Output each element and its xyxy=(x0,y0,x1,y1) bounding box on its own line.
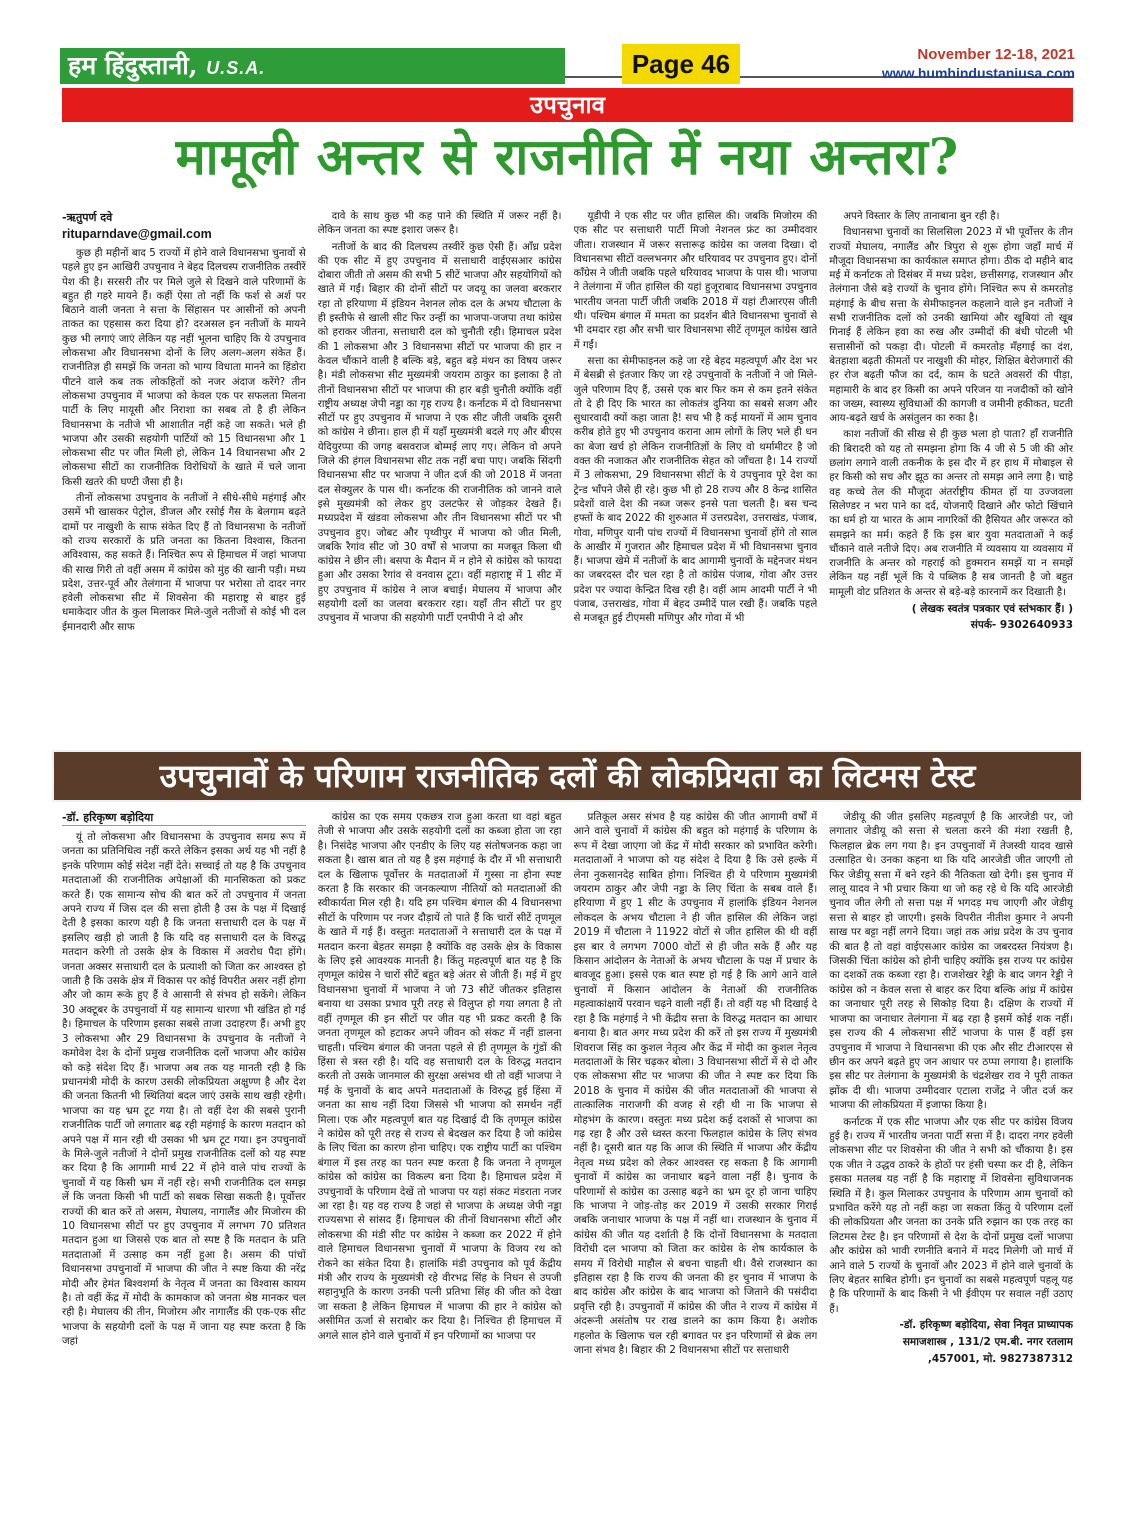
article2-headline: उपचुनावों के परिणाम राजनीतिक दलों की लोकप्रियता का लिटमस टेस्ट xyxy=(159,757,976,795)
article2-author: -डॉ. हरिकृष्ण बड़ोदिया xyxy=(62,810,306,826)
paragraph: काश नतीजों की सीख से ही कुछ भला हो पाता? हाँ राजनीति की बिरादरी को यह तो समझना होगा कि 4 जी से 5 जी की ओर छलांग लगाने वाली तकनीक के इस दौर में हर हाथ में मोबाइल से हर किसी को सच और झूठ का अन्तर तो समझ आने लगा है। चाहे वह कच्चे तेल की मौजूदा अंतर्राष्ट्रीय कीमत हों या उज्जवला सिलेण्डर न भरा पाने का दर्द, योजनाएँ दिखाने और फोटो खिंचाने का धर्म हो या भारत के आम नागरिकों की हैसियत और जरूरत को समझने का मर्म। कहते हैं कि इस बार युवा मतदाताओं ने कई चौंकाने वाले नतीजे दिए। अब राजनीति में व्यवसाय या व्यवसाय में राजनीति के अन्तर को गहराई को हुक्मरान समझें या न समझें लेकिन यह नहीं भूलें कि ये पब्लिक है सब जानती है जो बहुत मामूली वोट प्रतिशत के अन्तर से बड़े-बड़े कारनामें कर दिखाती है। xyxy=(829,429,1073,598)
paragraph: सत्ता का सेमीफाइनल कहे जा रहे बेहद महत्वपूर्ण और देश भर में बेसब्री से इंतजार किए जा रहे उपचुनावों के नतीजों ने जो मिले-जुले परिणाम दिए हैं, उससे एक बार फिर कम से कम इतने संकेत तो दे ही दिए कि भारत का लोकतंत्र दुनिया का सबसे सजग और सुधारवादी क्यों कहा जाता है! सच भी है कई मायनों में आम चुनाव करीब होते हुए भी उपचुनाव कराना आम लोगों के लिए भले ही धन का बेजा खर्च हो लेकिन राजनीतिज्ञों के लिए वो थर्मामीटर है जो वक्त की नजाकत और राजनीतिक सेहत को जाँचता है। 14 राज्यों में 3 लोकसभा, 29 विधानसभा सीटों के ये उपचुनाव पूरे देश का ट्रेन्ड भाँपने जैसे ही रहे। कुछ भी हो 28 राज्य और 8 केन्द्र शासित प्रदेशों वाले देश की नब्ज जरूर इनसे पता चलती है। बस चन्द हफ्तों के बाद 2022 की शुरुआत में उत्तरप्रदेश, उत्तराखंड, पंजाब, गोवा, मणिपुर यानी पांच राज्यों में विधानसभा चुनावों होंगे तो साल के आखीर में गुजरात और हिमाचल प्रदेश में भी विधानसभा चुनाव हैं। भाजपा खेमे में नतीजों के बाद आगामी चुनावों के मद्देनजर मंथन का जबरदस्त दौर चल रहा है तो कांग्रेस पंजाब, गोवा और उत्तर प्रदेश पर ज्यादा केन्द्रित दिख रही है। वहीं आम आदमी पार्टी ने भी पंजाब, उत्तराखंड, गोवा में बेहद उम्मीदें पाल रखी हैं। जबकि पहले से मजबूत हुई टीएमसी मणिपुर और गोवा में भी xyxy=(573,355,818,625)
paragraph: यूं तो लोकसभा और विधानसभा के उपचुनाव समग्र रूप में जनता का प्रतिनिधित्व नहीं करते लेकिन इसका अर्थ यह भी नहीं है इनके परिणाम कोई संदेश नहीं देते। सच्चाई तो यह है कि उपचुनाव मतदाताओं की राजनीतिक अपेक्षाओं की मानसिकता को प्रकट करते हैं। एक सामान्य सोच की बात करें तो उपचुनाव में जनता अपने राज्य में जिस दल की सत्ता होती है उस के पक्ष में दिखाई देती है इसका कारण यही है कि जनता सत्ताधारी दल के पक्ष में इसलिए खड़ी हो जाती है कि यदि वह सत्ताधारी दल के विरुद्ध मतदान करेगी तो उसके क्षेत्र के विकास में अवरोध पैदा होंगे। जनता अक्सर सत्ताधारी दल के प्रत्याशी को जिता कर आश्वस्त हो जाती है कि उसके क्षेत्र में विकास पर कोई विपरीत असर नहीं होगा और जो काम रूके हुए हैं वे आसानी से संभव हो सकेंगे। लेकिन 30 अक्टूबर के उपचुनावों में यह सामान्य धारणा भी खंडित हो गई है। हिमाचल के परिणाम इसका सबसे ताजा उदाहरण हैं। अभी हुए 3 लोकसभा और 29 विधानसभा के उपचुनाव के नतीजों ने कमोवेश देश के दोनों प्रमुख राजनीतिक दलों भाजपा और कांग्रेस को कड़े संदेश दिए हैं। भाजपा अब तक यह मानती रही है कि प्रधानमंत्री मोदी के कारण उसकी लोकप्रियता अक्षुण्ण है और देश की जनता कितनी भी स्थितियां बदल जाएं उसके साथ खड़ी रहेगी। भाजपा का यह भ्रम टूट गया है। तो वहीं देश की सबसे पुरानी राजनीतिक पार्टी जो लगातार बढ़ रही महंगाई के कारण मतदान को अपने पक्ष में मान रही थी उसका भी भ्रम टूट गया। इन उपचुनावों के मिले-जुले नतीजों ने दोनों प्रमुख राजनीतिक दलों को यह स्पष्ट कर दिया है कि आगामी मार्च 22 में होने वाले पांच राज्यों के चुनावों में यह किसी भ्रम में नहीं रहे। सभी राजनीतिक दल समझ लें कि जनता किसी भी पार्टी को सबक सिखा सकती है। पूर्वोत्तर राज्यों की बात करें तो असम, मेघालय, नागालैंड और मिजोरम की 10 विधानसभा सीटों पर हुए उपचुनाव में लगभग 70 प्रतिशत मतदान हुआ था जिससे एक बात तो स्पष्ट है कि मतदान के प्रति मतदाताओं में उत्साह कम नहीं हुआ है। असम की पांचों विधानसभा उपचुनावों में भाजपा की जीत ने स्पष्ट किया की नरेंद्र मोदी और हेमंत बिश्वशर्मा के नेतृत्व में जनता का विश्वास कायम है। तो वहीं केंद्र में मोदी के कामकाज को जनता श्रेष्ठ मानकर चल रही है। मेघालय की तीन, मिजोरम और नागालैंड की एक-एक सीट भाजपा के सहयोगी दलों के पक्ष में जाना यह स्पष्ट करता है कि जहां xyxy=(62,831,306,1348)
article2-signature-line: -डॉ. हरिकृष्ण बड़ोदिया, सेवा निवृत प्राध्यापक xyxy=(899,1319,1073,1332)
paragraph: प्रतिकूल असर संभव है यह कांग्रेस की जीत आगामी वर्षों में आने वाले चुनावों में कांग्रेस की बहुत को महंगाई के परिणाम के रूप में देखा जाएगा जो केंद्र में मोदी सरकार को प्रभावित करेगी। मतदाताओं ने भाजपा को यह संदेश दे दिया है कि उसे हल्के में लेना नुकसानदेह साबित होगा। निश्चित ही ये परिणाम मुख्यमंत्री जयराम ठाकुर और जेपी नड्डा के लिए चिंता के सबब वाले हैं। हरियाणा में हुए 1 सीट के उपचुनाव में हालांकि इंडियन नेशनल लोकदल के अभय चौटाला ने ही जीत हासिल की लेकिन जहां 2019 में चौटाला ने 11922 वोटों से जीत हासिल की थी वहीं इस बार वे लगभग 7000 वोटों से ही जीत सके हैं और यह किसान आंदोलन के नेताओं के अभय चौटाला के पक्ष में प्रचार के बावजूद हुआ। इससे एक बात स्पष्ट हो गई है कि आगे आने वाले चुनावों में किसान आंदोलन के नेताओं की राजनीतिक महत्वाकांक्षायें परवान चढ़ने वाली नहीं हैं। तो वहीं यह भी दिखाई दे रहा है कि महंगाई ने भी केंद्रीय सत्ता के विरुद्ध मतदान का आधार बनाया है। बात अगर मध्य प्रदेश की करें तो इस राज्य में मुख्यमंत्री शिवराज सिंह का कुशल नेतृत्व और केंद्र में मोदी का कुशल नेतृत्व मतदाताओं के सिर चढ़कर बोला। 3 विधानसभा सीटों में से दो और एक लोकसभा सीट पर भाजपा की जीत ने स्पष्ट कर दिया कि 2018 के चुनाव में कांग्रेस की जीत मतदाताओं की भाजपा से तात्कालिक नाराजगी की वजह से रही थी ना कि भाजपा से मोहभंग के कारण। वस्तुतः मध्य प्रदेश कई दशकों से भाजपा का गढ़ रहा है और उसे ध्वस्त करना फिलहाल कांग्रेस के लिए संभव नहीं है। दूसरी बात यह कि आज की स्थिति में भाजपा और केंद्रीय नेतृत्व मध्य प्रदेश को लेकर आश्वस्त रह सकता है कि आगामी चुनावों में कांग्रेस का जनाधार बढ़ने वाला नहीं है। चुनाव के परिणामों से कांग्रेस का उत्साह बढ़ने का भ्रम दूर हो जाना चाहिए कि भाजपा ने जोड़-तोड़ कर 2019 में उसकी सरकार गिराई जबकि जनाधार भाजपा के पक्ष में नहीं था। राजस्थान के चुनाव में कांग्रेस की जीत यह दर्शाती है कि दोनों विधानसभा के मतदाता विरोधी दल भाजपा को जिता कर कांग्रेस के शेष कार्यकाल के समय में विरोधी माहौल से बचना चाहती थी। वैसे राजस्थान का इतिहास रहा है कि राज्य की जनता की हर चुनाव में भाजपा के बाद कांग्रेस और कांग्रेस के बाद भाजपा को जिताने की पसंदीदा प्रवृत्ति रही है। उपचुनावों में कांग्रेस की जीत ने राज्य में कांग्रेस में अंदरूनी असंतोष पर राख डालने का काम किया है। अशोक गहलोत के खिलाफ चल रही बगावत पर इन परिणामों से ब्रेक लग जाना संभव है। बिहार की 2 विधानसभा सीटों पर सत्ताधारी xyxy=(573,811,818,1357)
paragraph: विधानसभा चुनावों का सिलसिला 2023 में भी पूर्वोत्तर के तीन राज्यों मेघालय, नगालैंड और त्रिपुरा से शुरू होगा जहाँ मार्च में मौजूदा विधानसभा का कार्यकाल समाप्त होगा। ठीक दो महीने बाद मई में कर्नाटक तो दिसंबर में मध्य प्रदेश, छत्तीसगढ़, राजस्थान और तेलंगाना जैसे बड़े राज्यों के चुनाव होंगे। निश्चित रूप से कमरतोड़ महंगाई के बीच सत्ता के सेमीफाइनल कहलाने वाले इन नतीजों ने सभी राजनीतिक दलों को उनकी खामियां और खूबियां तो खूब गिनाई हैं लेकिन हवा का रुख और उम्मीदों की बंधी पोटली भी सत्तासीनों को पकड़ा दी। पोटली में कमरतोड़ मँहगाई का दंश, बेतहाशा बढ़ती कीमतों पर नाखुशी की मोहर, शिक्षित बेरोजगारों की हर रोज बढ़ती फौज का दर्द, काम के घटते अवसरों की पीड़ा, महामारी के बाद हर किसी का अपने परिजन या नजदीकों को खोने का जख्म, स्वास्थ्य सुविधाओं की कागजी व जमीनी हकीकत, घटती आय-बढ़ते खर्च के असंतुलन का रुका है। xyxy=(829,227,1073,425)
article2-column xyxy=(574,810,818,1450)
article1-column xyxy=(574,210,818,744)
paragraph: कांग्रेस का एक समय एकछत्र राज हुआ करता था वहां बहुत तेजी से भाजपा और उसके सहयोगी दलों का कब्जा होता जा रहा है। निसंदेह भाजपा और एनडीए के लिए यह संतोषजनक कहा जा सकता है। खास बात तो यह है इस महंगाई के दौर में भी सत्ताधारी दल के खिलाफ पूर्वोत्तर के मतदाताओं में गुस्सा ना होना स्पष्ट करता है कि सरकार की जनकल्याण नीतियों को मतदाताओं की स्वीकार्यता मिल रही है। यदि हम पश्चिम बंगाल की 4 विधानसभा सीटों के परिणाम पर नजर दौड़ायें तो पाते हैं कि चारों सीटें तृणमूल के खाते में गई हैं। वस्तुतः मतदाताओं ने सत्ताधारी दल के पक्ष में मतदान करना बेहतर समझा है क्योंकि वह उसके क्षेत्र के विकास के लिए इसे आवश्यक मानती है। किंतु महत्वपूर्ण बात यह है कि तृणमूल कांग्रेस ने चारों सीटें बहुत बड़े अंतर से जीती हैं। मई में हुए विधानसभा चुनावों में भाजपा ने जो 73 सीटें जीतकर इतिहास बनाया था उसका प्रभाव पूरी तरह से विलुप्त हो गया लगता है तो वहीं तृणमूल की इन सीटों पर जीत यह भी प्रकट करती है कि जनता तृणमूल को हटाकर अपने जीवन को संकट में नहीं डालना चाहती। पश्चिम बंगाल की जनता पहले से ही तृणमूल के गुंडों की हिंसा से त्रस्त रही है। यदि वह सत्ताधारी दल के विरुद्ध मतदान करती तो उसके जानमाल की सुरक्षा असंभव थी तो वहीं भाजपा ने मई के चुनावों के बाद अपने मतदाताओं के विरुद्ध हुई हिंसा में जनता का साथ नहीं दिया जिससे भी भाजपा को समर्थन नहीं मिला। एक और महत्वपूर्ण बात यह दिखाई दी कि तृणमूल कांग्रेस ने कांग्रेस को पूरी तरह से राज्य से बेदखल कर दिया है जो कांग्रेस के लिए चिंता का कारण होना चाहिए। एक राष्ट्रीय पार्टी का पश्चिम बंगाल में इस तरह का पतन स्पष्ट करता है कि जनता ने तृणमूल कांग्रेस को कांग्रेस का विकल्प बना दिया है। हिमाचल प्रदेश में उपचुनावों के परिणाम देखें तो भाजपा पर यहां संकट मंडराता नजर आ रहा है। यह वह राज्य है जहां से भाजपा के अध्यक्ष जेपी नड्डा राज्यसभा से सांसद हैं। हिमाचल की तीनों विधानसभा सीटों और लोकसभा की मंडी सीट पर कांग्रेस ने कब्जा कर 2022 में होने वाले हिमाचल विधानसभा चुनावों में भाजपा के विजय रथ को रोकने का संकेत दिया है। हालांकि मंडी उपचुनाव को पूर्व केंद्रीय मंत्री और राज्य के मुख्यमंत्री रहे वीरभद्र सिंह के निधन से उपजी सहानुभूति के कारण उनकी पत्नी प्रतिभा सिंह की जीत को देखा जा सकता है लेकिन हिमाचल में भाजपा की हार ने कांग्रेस को असीमित ऊर्जा से सराबोर कर दिया है। निश्चित ही हिमाचल में अगले साल होने वाले चुनावों में इन परिणामों का भाजपा पर xyxy=(317,811,562,1342)
paragraph: अपने विस्तार के लिए तानाबाना बुन रही है। xyxy=(843,211,1000,222)
article2-column xyxy=(62,810,306,1450)
article2-body xyxy=(62,810,1073,1450)
article2-headline-banner xyxy=(52,750,1083,802)
paragraph: तीनों लोकसभा उपचुनाव के नतीजों ने सीधे-सीधे महंगाई और उसमें भी खासकर पेट्रोल, डीजल और रसोई गैस के बेलगाम बढ़ते दामों पर नाखुशी के साफ संकेत दिए हैं तो विधानसभा के नतीजों को राज्य सरकारों के प्रति जनता का कितना विश्वास, कितना अविश्वास, कह सकते हैं। निश्चित रूप से हिमाचल में जहां भाजपा की साख गिरी तो वहीं असम में कांग्रेस को मुंह की खानी पड़ी। मध्य प्रदेश, उत्तर-पूर्व और तेलंगाना में भाजपा पर भरोसा तो दादर नगर हवेली लोकसभा सीट में शिवसेना की महाराष्ट्र से बाहर हुई धमाकेदार जीत के कुल मिलाकर मिले-जुले नतीजों से कोई भी दल ईमानदारी और साफ xyxy=(62,493,306,633)
article2-signature-line: ,457001, मो. 9827387312 xyxy=(927,1353,1073,1366)
article2-column xyxy=(829,810,1073,1450)
date-block xyxy=(882,46,1075,82)
article1-column xyxy=(62,210,306,744)
masthead xyxy=(62,0,1075,81)
website-link[interactable]: www.humhindustaniusa.com xyxy=(881,65,1075,81)
author-note: ( लेखक स्वतंत्र पत्रकार एवं स्तंभकार हैं। ) xyxy=(911,603,1073,616)
paragraph: यूडीपी ने एक सीट पर जीत हासिल की। जबकि मिजोरम की एक सीट पर सत्ताधारी पार्टी मिजो नेशनल फ्रंट का उम्मीदवार जीता। राजस्थान में जरूर सत्तारूढ़ कांग्रेस का जलवा दिखा। दो विधानसभा सीटों वल्लभनगर और धरियावद पर उपचुनाव हुए। दोनों कॉंग्रेस ने जीती जबकि पहले धरियावद भाजपा के पास थी। भाजपा ने तेलंगाना में जीत हासिल की यहां हुजूराबाद विधानसभा उपचुनाव भारतीय जनता पार्टी जीती जबकि 2018 में यहां टीआरएस जीती थी। पश्चिम बंगाल में ममता का प्रदर्शन बीते विधानसभा चुनावों से भी दमदार रहा और सभी चार विधानसभा सीटें तृणमूल कांग्रेस खाते में गईं। xyxy=(573,211,818,351)
article2-column xyxy=(318,810,562,1450)
article1-author: -ऋतुपर्ण दवे xyxy=(62,211,113,224)
article1-column xyxy=(829,210,1073,744)
paper-suffix: U.S.A. xyxy=(206,58,266,78)
paragraph: दावे के साथ कुछ भी कह पाने की स्थिति में जरूर नहीं है। लेकिन जनता का स्पष्ट इशारा जरूर है। xyxy=(317,211,562,237)
article1-column xyxy=(318,210,562,744)
author-contact: संपर्क- 9302640933 xyxy=(970,619,1073,632)
article1-email: rituparndave@gmail.com xyxy=(62,227,212,241)
paragraph: कर्नाटक में एक सीट भाजपा और एक सीट पर कांग्रेस विजय हुई है। राज्य में भारतीय जनता पार्टी सत्ता में है। दादरा नगर हवेली लोकसभा सीट पर शिवसेना की जीत ने सभी को चौंकाया है। इस एक जीत ने उद्धव ठाकरे के होठों पर हंसी चस्पा कर दी है, लेकिन इसका मतलब यह नहीं है कि महाराष्ट्र में शिवसेना सुविधाजनक स्थिति में है। कुल मिलाकर उपचुनाव के परिणाम आम चुनावों को प्रभावित करेंगे यह तो नहीं कहा जा सकता किंतु ये परिणाम दलों की लोकप्रियता और जनता का उनके प्रति रुझान का एक तरह का लिटमस टेस्ट है। इन परिणामों से देश के दोनों प्रमुख दलों भाजपा और कांग्रेस को भावी रणनीति बनाने में मदद मिलेगी जो मार्च में आने वाले 5 राज्यों के चुनावों और 2023 में होने वाले चुनावों के लिए बेहतर साबित होगी। इन चुनावों का सबसे महत्वपूर्ण पहलू यह है कि परिणामों के बाद किसी ने भी ईवीएम पर सवाल नहीं उठाए हैं। xyxy=(829,1115,1073,1315)
article1-headline: मामूली अन्तर से राजनीति में नया अन्तरा? xyxy=(175,127,960,186)
issue-date: November 12-18, 2021 xyxy=(917,46,1075,63)
paragraph: जेडीयू की जीत इसलिए महत्वपूर्ण है कि आरजेडी पर, जो लगातार जेडीयू को सत्ता से चलता करने की मंशा रखती है, फिलहाल ब्रेक लग गया है। इन उपचुनावों में तेजस्वी यादव खासे उत्साहित थे। उनका कहना था कि यदि आरजेडी जीत जाएगी तो फिर जेडीयू सत्ता में बने रहने की नैतिकता खो देगी। इस चुनाव में लालू यादव ने भी प्रचार किया था जो कह रहे थे कि यदि आरजेडी चुनाव जीत लेगी तो सत्ता पक्ष में भगदड़ मच जाएगी और जेडीयू सत्ता से बाहर हो जाएगी। इसके विपरीत नीतीश कुमार ने अपनी साख पर बट्टा नहीं लगने दिया। जहां तक आंध्र प्रदेश के उप चुनाव की बात है तो वहां वाईएसआर कांग्रेस का जबरदस्त नियंत्रण है। जिसकी चिंता कांग्रेस को होनी चाहिए क्योंकि इस राज्य पर कांग्रेस का दशकों तक कब्जा रहा है। राजशेखर रेड्डी के बाद जगन रेड्डी ने कांग्रेस को न केवल सत्ता से बाहर कर दिया बल्कि आंध्र में कांग्रेस का जनाधार पूरी तरह से सिकोड़ दिया है। दक्षिण के राज्यों में भाजपा का जनाधार तेलंगाना में बढ़ रहा है इसमें कोई शक नहीं। इस राज्य की 4 लोकसभा सीटें भाजपा के पास हैं वहीं इस उपचुनाव में भाजपा ने विधानसभा की एक और सीट टीआरएस से छीन कर अपने बढ़ते हुए जन आधार पर ठप्पा लगाया है। हालांकि इस सीट पर तेलंगाना के मुख्यमंत्री के चंद्रशेखर राव ने पूरी ताकत झोंक दी थी। भाजपा उम्मीदवार एटाला राजेंद्र ने जीत दर्ज कर भाजपा की लोकप्रियता में इजाफा किया है। xyxy=(829,811,1073,1112)
article1-body xyxy=(62,210,1073,744)
page-number: Page 46 xyxy=(622,44,740,84)
article2-signature-line: समाजशास्त्र , 131/2 एम.बी. नगर रतलाम xyxy=(902,1336,1073,1349)
paper-name: हम हिंदुस्तानी, xyxy=(68,51,198,80)
section-banner: उपचुनाव xyxy=(62,88,1073,122)
paper-name-banner xyxy=(60,48,565,84)
paragraph: नतीजों के बाद की दिलचस्प तस्वीरें कुछ ऐसी हैं। आँध्र प्रदेश की एक सीट में हुए उपचुनाव में सत्ताधारी वाईएसआर कांग्रेस दोबारा जीती तो असम की सभी 5 सीटें भाजपा और सहयोगियों को खाते में गईं। बिहार की दोनों सीटों पर जदयू का जलवा बरकरार रहा तो हरियाणा में इंडियन नेशनल लोक दल के अभय चौटाला के ही इस्तीफे से खाली सीट फिर उन्हीं का भाजपा-जजपा तथा कांग्रेस को हराकर जीतना, सत्ताधारी दल को चुनौती रही। हिमाचल प्रदेश की 1 लोकसभा और 3 विधानसभा सीटों पर भाजपा की हार न केवल चौंकाने वाली है बल्कि बड़े, बहुत बड़े मंथन का विषय जरूर है। मंडी लोकसभा सीट मुख्यमंत्री जयराम ठाकुर का इलाका है तो तीनों विधानसभा सीटों पर भाजपा की हार बड़ी चुनौती क्योंकि वहीं राष्ट्रीय अध्यक्ष जेपी नड्डा का गृह राज्य है। कर्नाटक में दो विधानसभा सीटों पर हुए उपचुनाव में भाजपा ने एक सीट जीती जबकि दूसरी को कांग्रेस ने छीना। हाल ही में यहाँ मुख्यमंत्री बदले गए और बीएस येदियुरप्पा की जगह बसवराज बोम्मई लाए गए। लेकिन वो अपने जिले की हंगल विधानसभा सीट तक नहीं बचा पाए। जबकि सिंदगी विधानसभा सीट पर भाजपा ने जीत दर्ज की जो 2018 में जनता दल सेक्युलर के पास थी। कर्नाटक की राजनीतिक को जानने वाले इसे मुख्यमंत्री को लेकर हुए उलटफेर से जोड़कर देखते हैं। मध्यप्रदेश में खंडवा लोकसभा और तीन विधानसभा सीटों पर भी उपचुनाव हुए। जोबट और पृथ्वीपुर में भाजपा को जीत मिली, जबकि रैगांव सीट जो 30 वर्षों से भाजपा का मजबूत किला थी कांग्रेस ने छीन ली। बसपा के मैदान में न होने से कांग्रेस को फायदा हुआ और उसका रैगांव से वनवास टूटा। वहीं महाराष्ट्र में 1 सीट में हुए उपचुनाव में कांग्रेस ने लाज बचाई। मेघालय में भाजपा और सहयोगी दलों का जलवा बरकरार रहा। यहाँ तीन सीटों पर हुए उपचुनाव में भाजपा की सहयोगी पार्टी एनपीपी ने दो और xyxy=(317,241,562,625)
paragraph: कुछ ही महीनों बाद 5 राज्यों में होने वाले विधानसभा चुनावों से पहले हुए इन आखिरी उपचुनाव ने बेहद दिलचस्प राजनीतिक तस्वीरें पेश की है। सरसरी तौर पर मिले जुले से दिखने वाले परिणामों के बहुत ही गहरे मायने हैं। कहीं ऐसा तो नहीं कि फर्श से अर्श पर बिठाने वाली जनता ने सत्ता के सिंहासन पर आसीनों को अपनी ताकत का एहसास करा दिया हो? दरअसल इन नतीजों के मायने कुछ भी लगाएं जाएं लेकिन यह नहीं भूलना चाहिए कि ये उपचुनाव लोकसभा और विधानसभा दोनों के लिए अलग-अलग संकेत हैं। राजनीतिज्ञ ही समझें कि जनता को भाग्य विधाता मानने का हिंडोरा पीटने वाले कब तक लोकहितों को नजर अंदाज करेंगे? तीन लोकसभा उपचुनाव में भाजपा को केवल एक पर सफलता मिलना पार्टी के लिए मायूसी और निराशा का सबब तो है ही लेकिन विधानसभा के नतीजे भी आशातीत नहीं कहे जा सकते। भले ही भाजपा और उसकी सहयोगी पार्टियों को 15 विधानसभा और 1 लोकसभा सीट पर जीत मिली हो, लेकिन 14 विधानसभा और 2 लोकसभा सीटों का राजनीतिक विरोधियों के खाते में चले जाना किसी खतरे की घण्टी जैसा ही है। xyxy=(62,248,306,488)
